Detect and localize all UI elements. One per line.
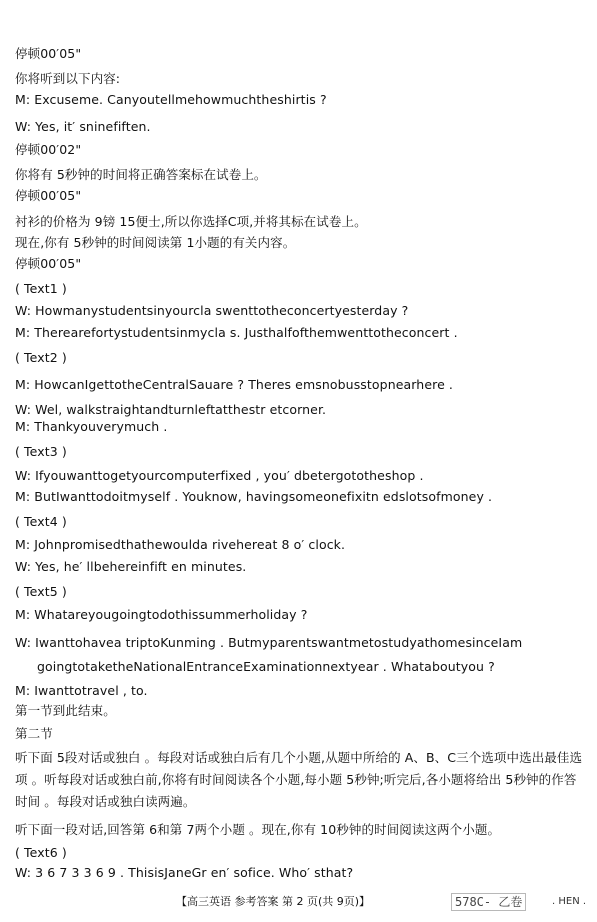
text-line: 第二节: [15, 726, 53, 741]
text-line: W: Howmanystudentsinyourcla swenttotheconcertyesterday ?: [15, 303, 409, 318]
text-line: ( Text5 ): [15, 584, 67, 599]
text-line: M: Therearefortystudentsinmycla s. Justhalfofthemwenttotheconcert .: [15, 325, 458, 340]
text-line: 停顿00′05": [15, 188, 82, 203]
text-line: W: Ifyouwanttogetyourcomputerfixed , you′ dbetergototheshop .: [15, 468, 424, 483]
text-line: M: Whatareyougoingtodothissummerholiday ?: [15, 607, 308, 622]
text-line: 停顿00′02": [15, 142, 82, 157]
text-line: W: Iwanttohavea triptoKunming . ButmyparentswantmetostudyathomesinceIam: [15, 635, 523, 650]
text-line: ( Text3 ): [15, 444, 67, 459]
text-line: M: Iwanttotravel , to.: [15, 683, 148, 698]
footer-text: 【高三英语 参考答案 第 2 页(共 9页)】: [176, 895, 371, 908]
text-line: ( Text4 ): [15, 514, 67, 529]
text-line: 你将听到以下内容:: [15, 71, 121, 86]
text-line: W: 3 6 7 3 3 6 9 . ThisisJaneGr en′ sofice. Who′ sthat?: [15, 865, 354, 880]
text-line: 你将有 5秒钟的时间将正确答案标在试卷上。: [15, 167, 267, 182]
text-line: goingtotaketheNationalEntranceExaminationnextyear . Whataboutyou ?: [37, 659, 495, 674]
text-line: 第一节到此结束。: [15, 703, 116, 718]
page-footer: [0, 892, 597, 912]
text-line: W: Wel, walkstraightandturnleftatthestr etcorner.: [15, 402, 327, 417]
text-line: 停顿00′05": [15, 46, 82, 61]
text-line: M: Thankyouverymuch .: [15, 419, 168, 434]
exam-code-stamp: 578C- 乙卷: [451, 893, 526, 911]
text-line: M: ButIwanttodoitmyself . Youknow, havingsomeonefixitn edslotsofmoney .: [15, 489, 493, 504]
text-line: 现在,你有 5秒钟的时间阅读第 1小题的有关内容。: [15, 235, 296, 250]
text-line: 衬衫的价格为 9镑 15便士,所以你选择C项,并将其标在试卷上。: [15, 214, 367, 229]
text-line: ( Text1 ): [15, 281, 67, 296]
text-line: ( Text6 ): [15, 845, 67, 860]
text-line: 停顿00′05": [15, 256, 82, 271]
footer-tail-text: . HEN .: [552, 896, 587, 907]
text-line: ( Text2 ): [15, 350, 67, 365]
text-line: M: HowcanIgettotheCentralSauare ? Theres emsnobusstopnearhere .: [15, 377, 454, 392]
text-line: W: Yes, he′ llbehereinfift en minutes.: [15, 559, 247, 574]
text-line: M: Excuseme. Canyoutellmehowmuchtheshirtis ?: [15, 92, 327, 107]
text-line: W: Yes, it′ sninefiften.: [15, 119, 151, 134]
text-line: M: Johnpromisedthathewoulda rivehereat 8 o′ clock.: [15, 537, 346, 552]
text-line: 听下面一段对话,回答第 6和第 7两个小题 。现在,你有 10秒钟的时间阅读这两个小题。: [15, 822, 501, 837]
section-two-instructions: 听下面 5段对话或独白 。每段对话或独白后有几个小题,从题中所给的 A、B、C三个选项中选出最佳选项 。听每段对话或独白前,你将有时间阅读各个小题,每小题 5秒钟;听完后,各小题将给出 5秒钟的作答时间 。每段对话或独白读两遍。: [15, 750, 583, 809]
